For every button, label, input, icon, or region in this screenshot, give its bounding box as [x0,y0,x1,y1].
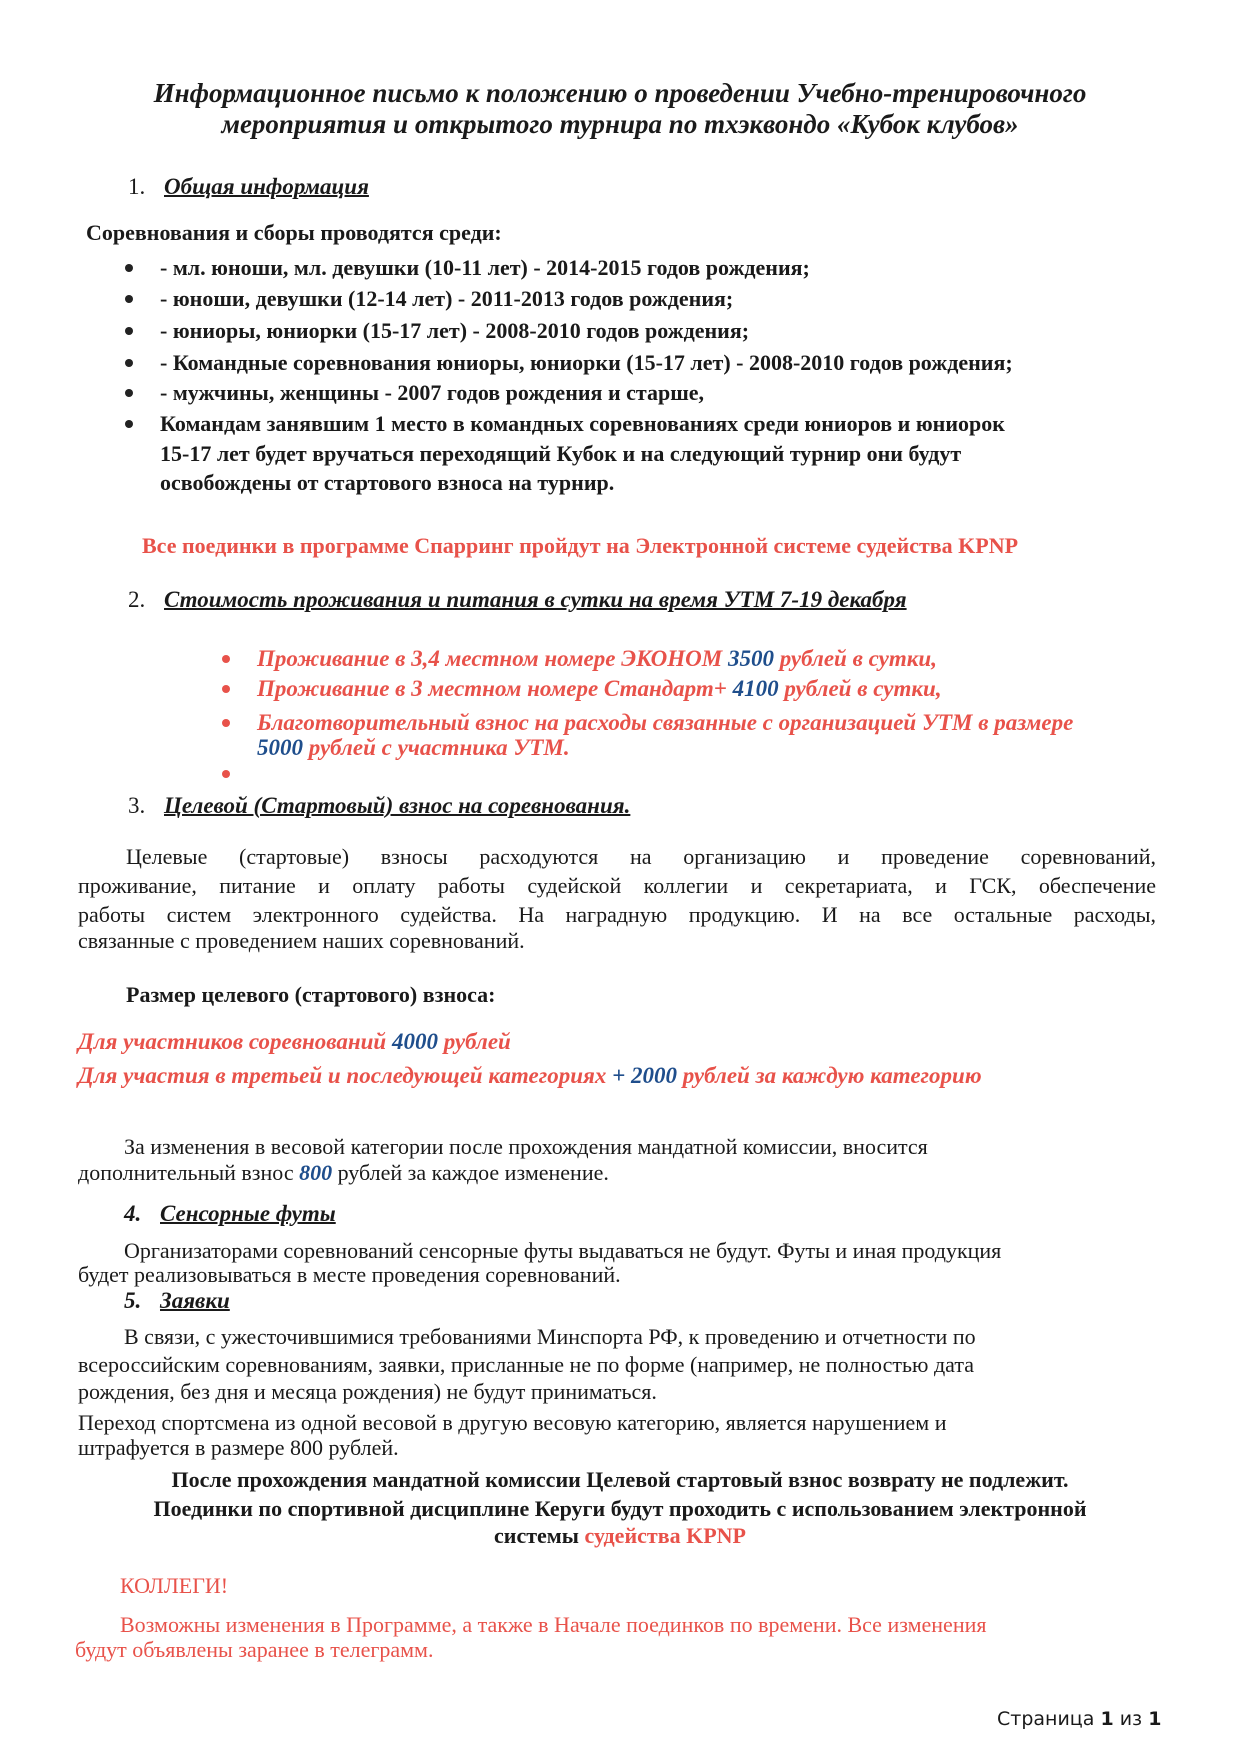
bullet-icon [125,389,133,397]
section-title: Стоимость проживания и питания в сутки на время УТМ 7-19 декабря [164,587,907,612]
section-4-heading [124,1202,336,1225]
refund-notice: После прохождения мандатной комиссии Целевой стартовый взнос возврату не подлежит. [171,1467,1069,1492]
paragraph-line: Организаторами соревнований сенсорные футы выдаваться не будут. Футы и иная продукция [124,1238,1002,1263]
section-5-heading [124,1289,230,1312]
accommodation-standard [257,677,942,700]
total-pages: 1 [1148,1708,1162,1730]
weight-change-line: За изменения в весовой категории после прохождения мандатной комиссии, вносится [124,1134,928,1159]
price: 4000 [391,1029,438,1054]
colleagues-line: Возможны изменения в Программе, а также в Начале поединков по времени. Все изменения [120,1612,987,1637]
bullet-icon [125,359,133,367]
item-text: рублей в сутки, [778,676,942,701]
section-number: 5. [124,1288,142,1313]
bullet-icon [222,685,230,693]
participant-fee [78,1030,511,1053]
fee-text: рублей [437,1029,511,1054]
charity-fee: Благотворительный взнос на расходы связанные с организацией УТМ в размере [257,710,1074,735]
list-item-continuation: 15-17 лет будет вручаться переходящий Кубок и на следующий турнир они будут [160,441,962,466]
list-item: - юноши, девушки (12-14 лет) - 2011-2013 годов рождения; [160,286,734,311]
section-title: Заявки [160,1288,230,1313]
paragraph-line: работы систем электронного судейства. На наградную продукцию. И на все остальные расходы, [78,902,1156,927]
fee-text: Для участия в третьей и последующей категориях [78,1063,613,1088]
weight-change-line [78,1162,609,1184]
document-title-line-1: Информационное письмо к положению о проведении Учебно-тренировочного [153,78,1087,108]
price: 4100 [732,676,779,701]
section-number: 4. [124,1201,142,1226]
section-number: 3. [128,793,146,818]
keurugi-notice-end [0,1525,1240,1547]
item-text: рублей в сутки, [773,646,937,671]
bullet-icon [125,264,133,272]
fee-heading: Размер целевого (стартового) взноса: [126,982,496,1007]
paragraph-line: будет реализовываться в месте проведения соревнований. [78,1262,621,1287]
section-title: Целевой (Стартовый) взнос на соревнования. [164,793,631,818]
section-title: Сенсорные футы [160,1201,336,1226]
item-text: Проживание в 3,4 местном номере ЭКОНОМ [257,646,728,671]
notice-text-red: судейства KPNP [584,1523,746,1548]
notice-text: системы [494,1523,585,1548]
section-title: Общая информация [164,174,369,199]
item-text: рублей с участника УТМ. [303,735,570,760]
colleagues-line: будут объявлены заранее в телеграмм. [75,1637,434,1662]
paragraph-line: Целевые (стартовые) взносы расходуются на организацию и проведение соревнований, [126,844,1156,869]
bullet-icon [222,770,230,778]
list-item: - юниоры, юниорки (15-17 лет) - 2008-2010 годов рождения; [160,318,750,343]
list-item: - мл. юноши, мл. девушки (10-11 лет) - 2014-2015 годов рождения; [160,255,810,280]
section-1-heading [128,175,369,198]
section-number: 2. [128,587,146,612]
list-item: - мужчины, женщины - 2007 годов рождения и старше, [160,380,705,405]
extra-category-fee [78,1064,982,1087]
bullet-icon [125,327,133,335]
section-number: 1. [128,174,146,199]
page-number [997,1710,1161,1729]
bullet-icon [125,295,133,303]
fee-text: Для участников соревнований [78,1029,392,1054]
paragraph-line: Переход спортсмена из одной весовой в другую весовую категорию, является нарушением и [78,1410,947,1435]
change-text: дополнительный взнос [78,1160,300,1185]
price: 5000 [257,735,303,760]
page-label: Страница [997,1708,1101,1730]
list-item: - Командные соревнования юниоры, юниорки (15-17 лет) - 2008-2010 годов рождения; [160,350,1013,375]
bullet-icon [222,655,230,663]
accommodation-econom [257,647,937,670]
paragraph-line: штрафуется в размере 800 рублей. [78,1435,399,1460]
list-item: Командам занявшим 1 место в командных соревнованиях среди юниоров и юниорок [160,411,1005,436]
change-text: рублей за каждое изменение. [332,1160,609,1185]
bullet-icon [125,420,133,428]
list-item-continuation: освобождены от стартового взноса на турнир. [160,470,615,495]
paragraph-line: В связи, с ужесточившимися требованиями Минспорта РФ, к проведению и отчетности по [124,1324,976,1349]
paragraph-line: рождения, без дня и месяца рождения) не будут приниматься. [78,1379,657,1404]
paragraph-line: связанные с проведением наших соревнований. [78,928,525,953]
item-text: Проживание в 3 местном номере Стандарт+ [257,676,733,701]
fee-text: рублей за каждую категорию [676,1063,982,1088]
price: 800 [299,1160,333,1185]
kpnp-notice: Все поединки в программе Спарринг пройдут на Электронной системе судейства KPNP [142,533,1019,558]
page-of: из [1113,1708,1149,1730]
price: 3500 [727,646,774,671]
current-page: 1 [1100,1708,1114,1730]
paragraph-line: всероссийским соревнованиям, заявки, присланные не по форме (например, не полностью дата [78,1352,974,1377]
keurugi-notice: Поединки по спортивной дисциплине Керуги будут проходить с использованием электронной [153,1496,1087,1521]
charity-fee-continuation [257,736,570,759]
section-2-heading [128,588,907,611]
colleagues-heading: КОЛЛЕГИ! [120,1573,229,1598]
section-3-heading [128,794,630,817]
bullet-icon [222,719,230,727]
document-title-line-2: мероприятия и открытого турнира по тхэквондо «Кубок клубов» [221,109,1019,139]
price: + 2000 [612,1063,677,1088]
paragraph-line: проживание, питание и оплату работы судейской коллегии и секретариата, и ГСК, обеспечение [78,873,1156,898]
section-1-intro: Соревнования и сборы проводятся среди: [86,220,502,245]
